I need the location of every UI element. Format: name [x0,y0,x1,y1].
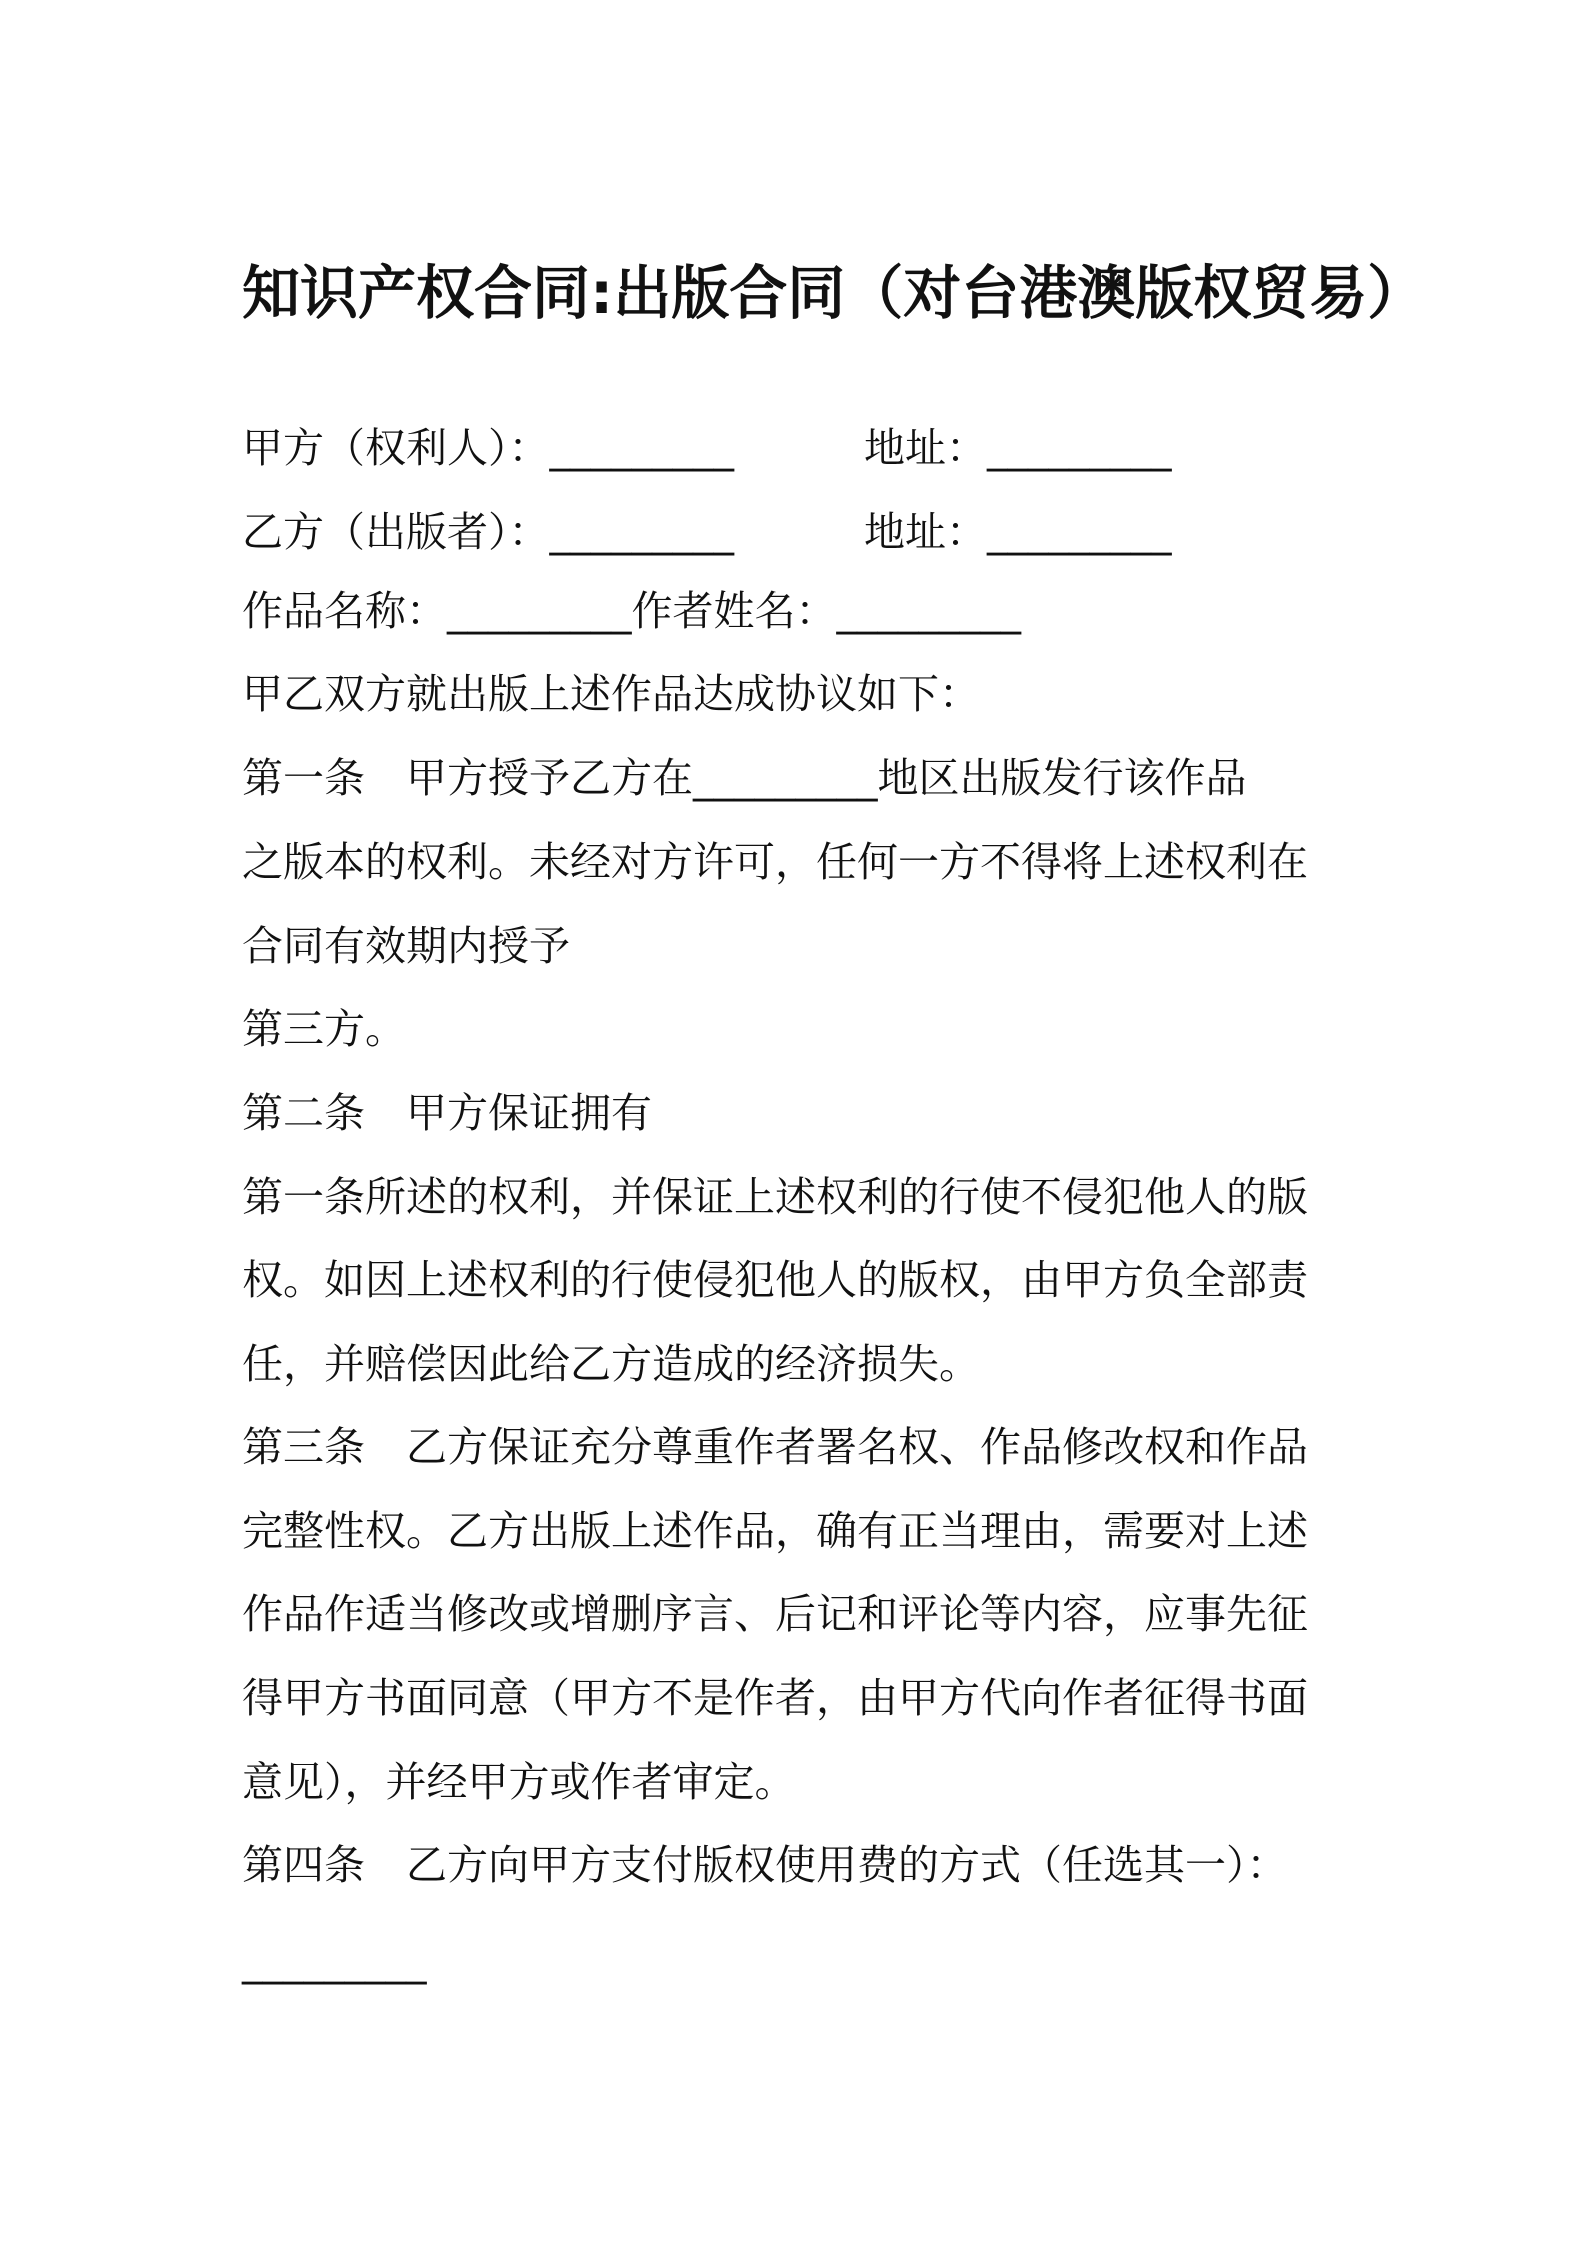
body-line: 第四条 乙方向甲方支付版权使用费的方式（任选其一）： [242,1841,1288,1889]
body-line: 第三条 乙方保证充分尊重作者署名权、作品修改权和作品 [242,1423,1308,1471]
body-line: 之版本的权利。未经对方许可，任何一方不得将上述权利在 [242,838,1308,886]
body-line: 得甲方书面同意（甲方不是作者，由甲方代向作者征得书面 [242,1674,1308,1722]
body-line: 合同有效期内授予 [242,922,570,970]
body-line: 意见），并经甲方或作者审定。 [242,1758,796,1806]
body-line: 作品作适当修改或增删序言、后记和评论等内容，应事先征 [242,1590,1308,1638]
party-a-address: 地址：_________ [864,424,1172,472]
body-line: 第三方。 [242,1005,406,1053]
party-a-line: 甲方（权利人）：_________ [242,424,734,472]
body-line: 权。如因上述权利的行使侵犯他人的版权，由甲方负全部责 [242,1256,1308,1304]
body-line: 任，并赔偿因此给乙方造成的经济损失。 [242,1340,980,1388]
party-b-line: 乙方（出版者）：_________ [242,508,734,556]
agreement-intro: 甲乙双方就出版上述作品达成协议如下： [242,670,980,718]
work-info-line: 作品名称：_________作者姓名：_________ [242,587,1021,635]
blank-field: _________ [242,1937,427,1985]
document-title: 知识产权合同:出版合同（对台港澳版权贸易） [242,259,1426,327]
party-b-address: 地址：_________ [864,508,1172,556]
body-line: 第一条所述的权利，并保证上述权利的行使不侵犯他人的版 [242,1173,1308,1221]
body-line: 第二条 甲方保证拥有 [242,1089,652,1137]
body-line: 完整性权。乙方出版上述作品，确有正当理由，需要对上述 [242,1507,1308,1555]
body-line: 第一条 甲方授予乙方在_________地区出版发行该作品 [242,754,1247,802]
